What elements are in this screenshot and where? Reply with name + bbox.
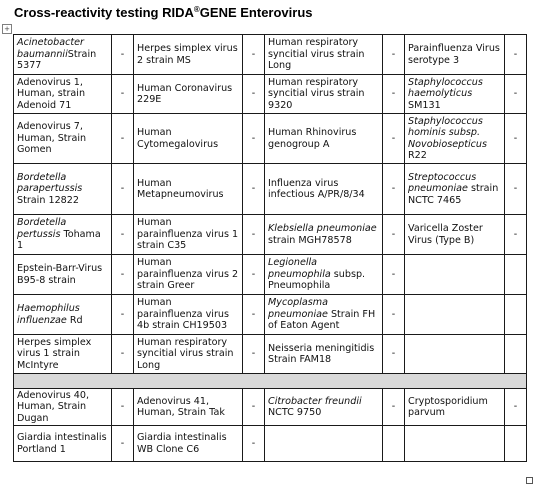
page-title [14, 5, 313, 20]
organism-text: Human Cytomegalovirus [137, 127, 219, 150]
organism-cell [134, 426, 243, 462]
organism-name-italic: Legionella pneumophila [268, 257, 331, 280]
result-cell: - [383, 389, 405, 426]
organism-text: subsp. Pneumophila [268, 268, 366, 292]
organism-text: Influenza virus infectious A/PR/8/34 [268, 177, 365, 200]
organism-cell [265, 215, 383, 255]
organism-name-italic: Klebsiella pneumoniae [268, 223, 377, 235]
organism-name-italic: Bordetella pertussis [17, 217, 67, 240]
organism-cell [14, 164, 112, 215]
organism-text: Cryptosporidium parvum [408, 395, 488, 418]
table-row [14, 426, 527, 462]
result-cell: - [112, 35, 134, 75]
organism-text: Strain FH of Eaton Agent [268, 308, 376, 332]
organism-text: Parainfluenza Virus serotype 3 [408, 43, 500, 66]
organism-cell [134, 335, 243, 374]
organism-cell [134, 75, 243, 114]
organism-cell [134, 35, 243, 75]
result-cell: - [112, 215, 134, 255]
organism-text: Tohama 1 [17, 228, 101, 252]
organism-cell [265, 35, 383, 75]
organism-text: Adenovirus 1, Human, strain Adenoid 71 [17, 76, 86, 111]
organism-cell [405, 164, 505, 215]
organism-cell [265, 114, 383, 164]
organism-name-italic: Haemophilus influenzae [17, 303, 80, 326]
organism-name-italic: Staphylococcus haemolyticus [408, 76, 483, 100]
organism-cell [14, 295, 112, 335]
organism-cell [265, 255, 383, 295]
result-cell: - [505, 114, 527, 164]
organism-name-italic: Bordetella parapertussis [17, 171, 83, 195]
result-cell: - [243, 114, 265, 164]
organism-cell [14, 426, 112, 462]
organism-cell [405, 35, 505, 75]
result-cell: - [243, 426, 265, 462]
result-cell: - [383, 114, 405, 164]
table-row [14, 114, 527, 164]
organism-cell [405, 114, 505, 164]
organism-cell [14, 255, 112, 295]
organism-text: Strain 12822 [17, 194, 79, 206]
organism-cell [405, 389, 505, 426]
organism-cell [134, 295, 243, 335]
organism-cell [265, 335, 383, 374]
organism-cell [134, 164, 243, 215]
organism-cell [14, 335, 112, 374]
organism-cell [265, 295, 383, 335]
cross-reactivity-table [13, 34, 527, 462]
table-row [14, 255, 527, 295]
organism-text: Human Rhinovirus genogroup A [268, 127, 357, 150]
title-rest: GENE Enterovirus [199, 5, 313, 20]
organism-cell [265, 426, 383, 462]
organism-cell [405, 426, 505, 462]
result-cell: - [112, 389, 134, 426]
result-cell: - [112, 164, 134, 215]
result-cell: - [243, 35, 265, 75]
organism-text: R22 [408, 149, 427, 161]
result-cell: - [243, 255, 265, 295]
result-cell: - [112, 114, 134, 164]
separator-cell [14, 374, 527, 389]
organism-text: Herpes simplex virus 2 strain MS [137, 43, 238, 66]
table-row [14, 35, 527, 75]
organism-text: Human Coronavirus 229E [137, 82, 233, 105]
organism-text: SM131 [408, 99, 441, 111]
organism-text: Giardia intestinalis Portland 1 [17, 432, 107, 455]
organism-text: Human respiratory syncitial virus strain Long [137, 336, 234, 371]
organism-text: Adenovirus 40, Human, Strain Dugan [17, 389, 90, 424]
table-row [14, 295, 527, 335]
result-cell [383, 426, 405, 462]
title-main: Cross-reactivity testing RIDA [14, 5, 194, 20]
result-cell: - [243, 215, 265, 255]
result-cell: - [243, 295, 265, 335]
table-row [14, 164, 527, 215]
result-cell: - [383, 335, 405, 374]
table-row [14, 389, 527, 426]
result-cell [505, 426, 527, 462]
result-cell: - [383, 215, 405, 255]
result-cell: - [243, 389, 265, 426]
result-cell: - [505, 215, 527, 255]
organism-text: Human respiratory syncitial virus strain Long [268, 37, 365, 72]
organism-text: NCTC 9750 [268, 407, 322, 418]
organism-text: Adenovirus 41, Human, Strain Tak [137, 395, 225, 418]
organism-cell [14, 215, 112, 255]
organism-text: Human respiratory syncitial virus strain 9320 [268, 76, 365, 111]
organism-cell [405, 75, 505, 114]
organism-text: Herpes simplex virus 1 strain McIntyre [17, 336, 92, 371]
organism-name-italic: Citrobacter freundii [268, 395, 362, 407]
organism-text: strain MGH78578 [268, 234, 352, 246]
table-resize-handle[interactable] [526, 477, 533, 484]
organism-cell [405, 255, 505, 295]
result-cell: - [505, 164, 527, 215]
organism-cell [134, 114, 243, 164]
result-cell: - [112, 426, 134, 462]
organism-text: Varicella Zoster Virus (Type B) [408, 223, 483, 246]
organism-cell [14, 35, 112, 75]
table-move-handle-icon[interactable]: + [2, 24, 12, 34]
organism-name-italic: Streptococcus pneumoniae [408, 171, 477, 195]
organism-text: Strain 5377 [17, 48, 97, 72]
result-cell: - [243, 335, 265, 374]
organism-text: Human parainfluenza virus 4b strain CH19503 [137, 297, 229, 332]
organism-cell [265, 389, 383, 426]
organism-name-italic: Acinetobacter baumannii [17, 37, 84, 60]
result-cell [505, 335, 527, 374]
result-cell: - [383, 35, 405, 75]
result-cell: - [505, 75, 527, 114]
organism-text: Epstein-Barr-Virus B95-8 strain [17, 263, 103, 286]
organism-cell [134, 389, 243, 426]
organism-name-italic: Staphylococcus hominis subsp. Novobiosepticus [408, 115, 487, 150]
organism-text: Rd [66, 314, 83, 326]
organism-cell [405, 295, 505, 335]
result-cell: - [243, 164, 265, 215]
organism-cell [405, 335, 505, 374]
organism-cell [405, 215, 505, 255]
result-cell: - [112, 295, 134, 335]
organism-text: Giardia intestinalis WB Clone C6 [137, 432, 227, 455]
result-cell: - [112, 75, 134, 114]
organism-text: Adenovirus 7, Human, Strain Gomen [17, 121, 87, 156]
result-cell: - [112, 255, 134, 295]
result-cell: - [112, 335, 134, 374]
organism-name-italic: Mycoplasma pneumoniae [268, 297, 328, 320]
organism-cell [134, 255, 243, 295]
result-cell [505, 295, 527, 335]
separator-row [14, 374, 527, 389]
result-cell: - [505, 389, 527, 426]
result-cell: - [243, 75, 265, 114]
title-registered-mark: ® [193, 5, 200, 14]
organism-text: Human Metapneumovirus [137, 177, 224, 200]
organism-cell [265, 164, 383, 215]
table-row [14, 215, 527, 255]
organism-text: Human parainfluenza virus 2 strain Greer [137, 257, 239, 292]
result-cell: - [505, 35, 527, 75]
organism-cell [134, 215, 243, 255]
result-cell: - [383, 75, 405, 114]
result-cell: - [383, 164, 405, 215]
organism-text: Neisseria meningitidis Strain FAM18 [268, 342, 375, 365]
organism-cell [265, 75, 383, 114]
organism-cell [14, 75, 112, 114]
organism-cell [14, 389, 112, 426]
result-cell: - [383, 295, 405, 335]
table-row [14, 335, 527, 374]
table-row [14, 75, 527, 114]
organism-cell [14, 114, 112, 164]
organism-text: strain NCTC 7465 [408, 183, 499, 206]
result-cell [505, 255, 527, 295]
result-cell: - [383, 255, 405, 295]
organism-text: Human parainfluenza virus 1 strain C35 [137, 217, 239, 252]
